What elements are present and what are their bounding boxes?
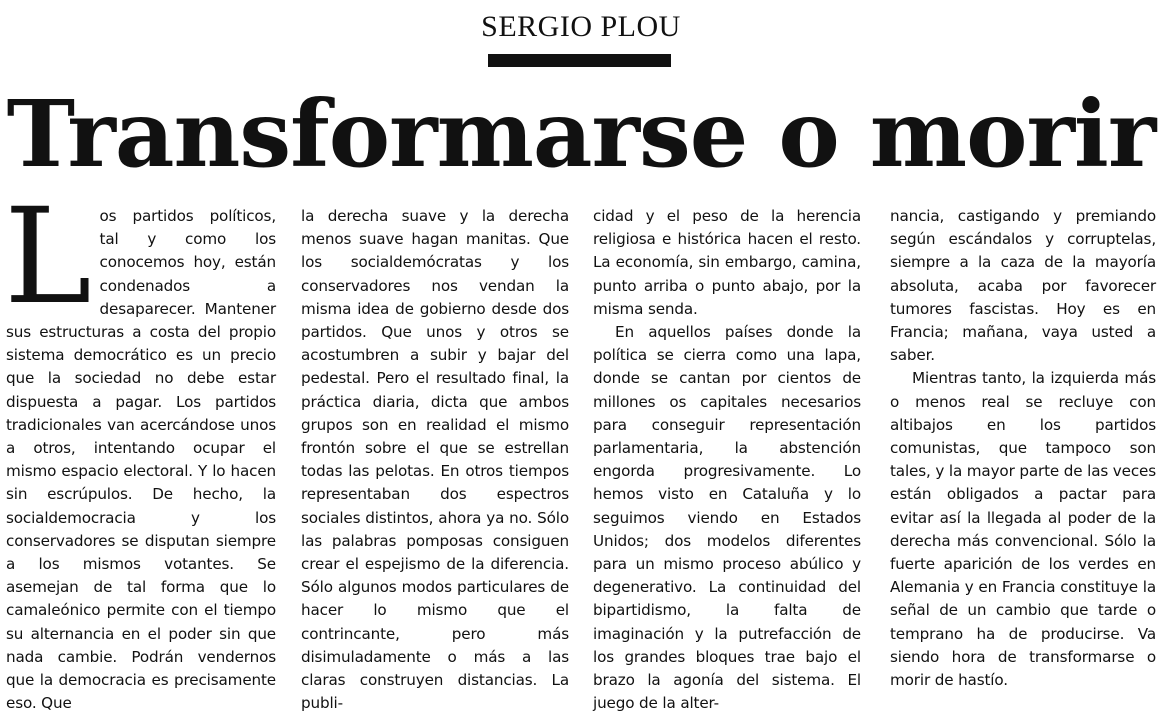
paragraph: la derecha suave y la derecha menos suave hagan manitas. Que los socialdemócratas y los conservadores nos vendan la misma idea de gobierno desde dos partidos. Que unos y otros se acostumbren a subir y bajar del pedestal. Pero el resultado final, la práctica diaria, dicta que ambos grupos son en realidad el mismo frontón sobre el que se estrellan todas las pelotas. En otros tiempos representaban dos espectros sociales distintos, ahora ya no. Sólo las palabras pomposas consiguen crear el espejismo de la diferencia. Sólo algunos modos particulares de hacer lo mismo que el contrincante, pero más disimuladamente o más a las claras construyen distancias. La publi-	[301, 207, 569, 713]
column-3	[593, 205, 861, 713]
paragraph-text: os partidos políticos, tal y como los conocemos hoy, están condenados a desaparecer. Mantener sus estructuras a costa del propio sistema democrático es un precio que la sociedad no debe estar dispuesta a pagar. Los partidos tradicionales van acercándose unos a otros, intentando ocupar el mismo espacio electoral. Y lo hacen sin escrúpulos. De hecho, la socialdemocracia y los conservadores se disputan siempre a los mismos votantes. Se asemejan de tal forma que lo camaleónico permite con el tiempo su alternancia en el poder sin que nada cambie. Podrán vendernos que la democracia es precisamente eso. Que	[6, 207, 276, 713]
column-2	[301, 205, 569, 713]
column-4	[890, 205, 1156, 695]
paragraph	[4, 180, 276, 715]
paragraph: cidad y el peso de la herencia religiosa e histórica hacen el resto. La economía, sin embargo, camina, punto arriba o punto abajo, por la misma senda.	[593, 207, 861, 318]
byline-rule	[488, 54, 671, 67]
paragraph: Mientras tanto, la izquierda más o menos real se recluye con altibajos en los partidos comunistas, que tampoco son tales, y la mayor parte de las veces están obligados a pactar para evitar así la llegada al poder de la derecha más convencional. Sólo la fuerte aparición de los verdes en Alemania y en Francia constituye la señal de un cambio que tarde o temprano ha de producirse. Va siendo hora de transformarse o morir de hastío.	[890, 369, 1156, 690]
drop-cap: L	[4, 180, 92, 334]
paragraph: En aquellos países donde la política se cierra como una lapa, donde se cantan por cientos de millones os capitales necesarios para conseguir representación parlamentaria, la abstención engorda progresivamente. Lo hemos visto en Cataluña y lo seguimos viendo en Estados Unidos; dos modelos diferentes para un mismo proceso abúlico y degenerativo. La continuidad del bipartidismo, la falta de imaginación y la putrefacción de los grandes bloques trae bajo el brazo la agonía del sistema. El juego de la alter-	[593, 323, 861, 713]
byline: SERGIO PLOU	[481, 10, 681, 43]
headline: Transformarse o morir	[6, 80, 1156, 188]
column-1	[4, 180, 276, 713]
paragraph: nancia, castigando y premiando según escándalos y corruptelas, siempre a la caza de la mayoría absoluta, acaba por favorecer tumores fascistas. Hoy es en Francia; mañana, vaya usted a saber.	[890, 207, 1156, 365]
